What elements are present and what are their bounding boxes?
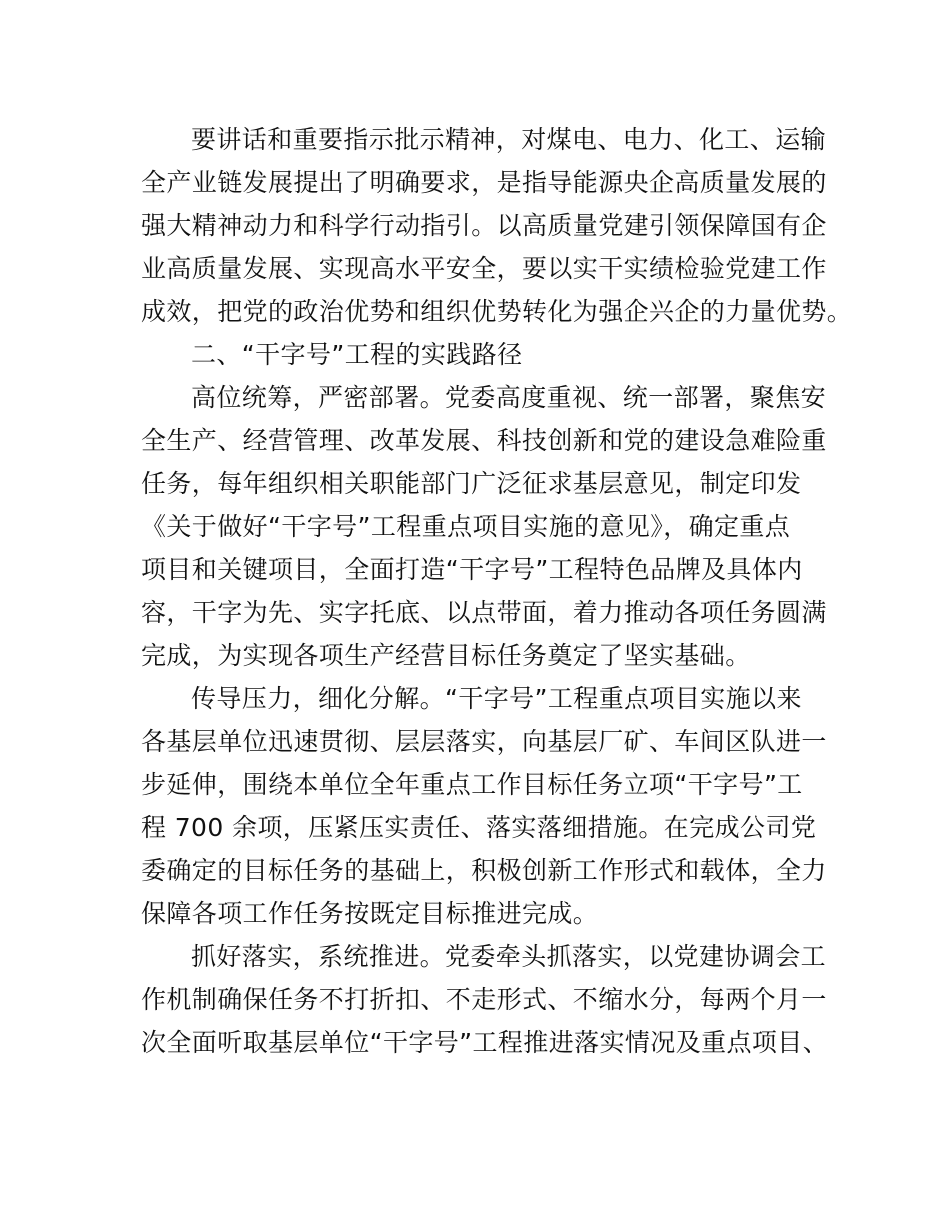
text-line: 程 700 余项，压紧压实责任、落实落细措施。在完成公司党 (141, 813, 817, 842)
text-line: 项目和关键项目，全面打造“干字号”工程特色品牌及具体内 (141, 555, 803, 584)
text-line: 强大精神动力和科学行动指引。以高质量党建引领保障国有企 (141, 211, 827, 240)
text-line: 保障各项工作任务按既定目标推进完成。 (141, 899, 599, 928)
text-line: 要讲话和重要指示批示精神，对煤电、电力、化工、运输 (191, 125, 827, 154)
text-line: 全生产、经营管理、改革发展、科技创新和党的建设急难险重 (141, 426, 827, 455)
text-line: 完成，为实现各项生产经营目标任务奠定了坚实基础。 (141, 641, 751, 670)
text-line: 任务，每年组织相关职能部门广泛征求基层意见，制定印发 (141, 469, 802, 498)
text-line: 业高质量发展、实现高水平安全，要以实干实绩检验党建工作 (141, 254, 827, 283)
paragraph-2 (141, 376, 827, 677)
text-line: 高位统筹，严密部署。党委高度重视、统一部署，聚焦安 (191, 383, 827, 412)
heading-line: 二、“干字号”工程的实践路径 (191, 340, 523, 369)
text-line: 各基层单位迅速贯彻、层层落实，向基层厂矿、车间区队进一 (141, 727, 827, 756)
text-line: 《关于做好“干字号”工程重点项目实施的意见》，确定重点 (141, 512, 791, 541)
paragraph-1 (141, 118, 853, 333)
text-line: 委确定的目标任务的基础上，积极创新工作形式和载体，全力 (141, 856, 827, 885)
paragraph-4 (141, 935, 829, 1064)
text-line: 次全面听取基层单位“干字号”工程推进落实情况及重点项目、 (141, 1028, 829, 1057)
document-body (141, 118, 853, 1064)
text-line: 成效，把党的政治优势和组织优势转化为强企兴企的力量优势。 (141, 297, 853, 326)
text-line: 作机制确保任务不打折扣、不走形式、不缩水分，每两个月一 (141, 985, 827, 1014)
text-line: 传导压力，细化分解。“干字号”工程重点项目实施以来 (191, 684, 802, 713)
text-line: 抓好落实，系统推进。党委牵头抓落实，以党建协调会工 (191, 942, 827, 971)
text-line: 全产业链发展提出了明确要求，是指导能源央企高质量发展的 (141, 168, 827, 197)
section-heading (141, 333, 821, 376)
text-line: 步延伸，围绕本单位全年重点工作目标任务立项“干字号”工 (141, 770, 803, 799)
text-line: 容，干字为先、实字托底、以点带面，着力推动各项任务圆满 (141, 598, 827, 627)
paragraph-3 (141, 677, 827, 935)
